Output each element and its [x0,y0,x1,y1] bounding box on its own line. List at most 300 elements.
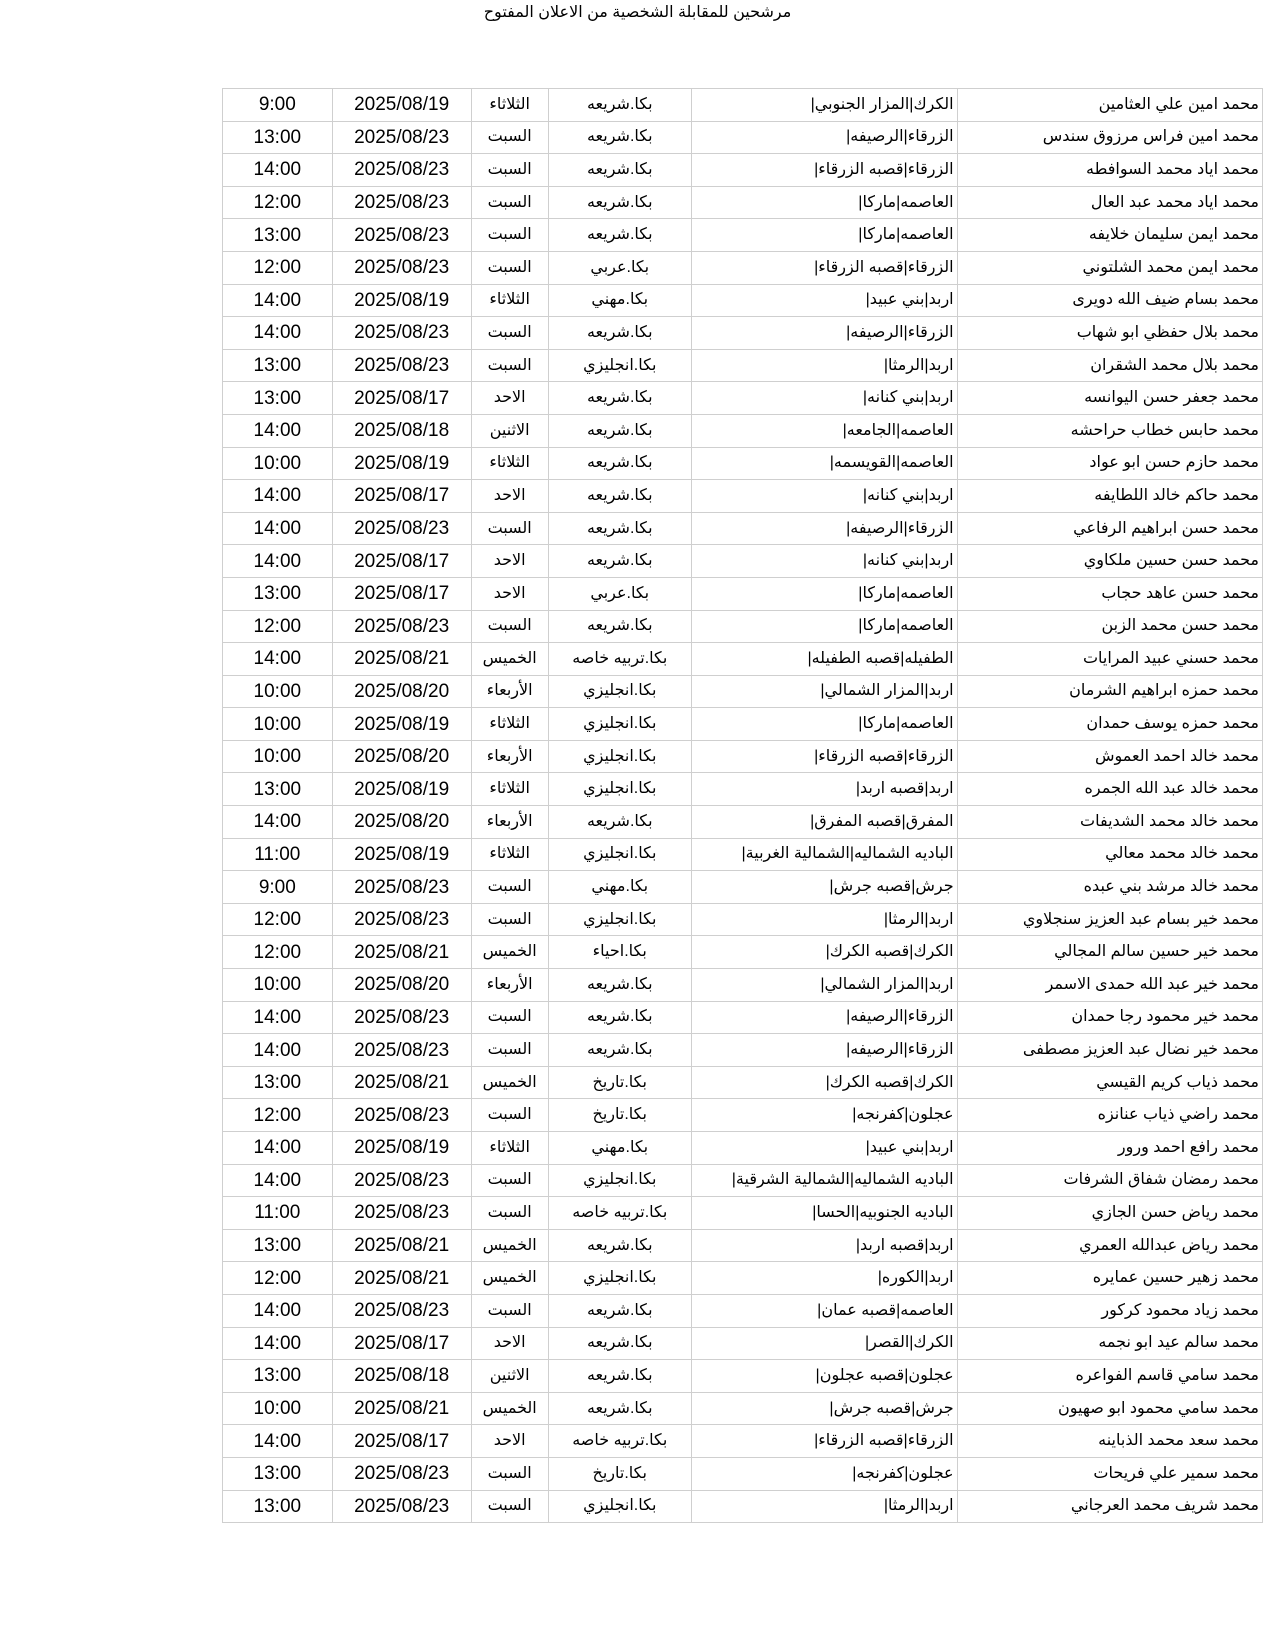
table-row [223,1327,1263,1360]
date-cell: 2025/08/21 [332,1392,471,1425]
specialization-cell: بكا.عربي [548,577,691,610]
candidate-name-cell: محمد حابس خطاب حراحشه [957,414,1262,447]
table-row [223,1490,1263,1523]
time-cell: 13:00 [223,382,333,415]
region-cell: الكرك|قصبه الكرك| [691,1066,957,1099]
day-cell: الثلاثاء [471,447,548,480]
date-cell: 2025/08/19 [332,284,471,317]
day-cell: السبت [471,1099,548,1132]
candidate-name-cell: محمد حسن محمد الزبن [957,610,1262,643]
day-cell: الأربعاء [471,969,548,1002]
date-cell: 2025/08/23 [332,219,471,252]
table-row [223,1099,1263,1132]
day-cell: السبت [471,1034,548,1067]
specialization-cell: بكا.عربي [548,251,691,284]
table-row [223,871,1263,904]
region-cell: اربد|بني عبيد| [691,284,957,317]
candidate-name-cell: محمد زهير حسين عمايره [957,1262,1262,1295]
day-cell: الاحد [471,545,548,578]
candidate-name-cell: محمد شريف محمد العرجاني [957,1490,1262,1523]
region-cell: المفرق|قصبه المفرق| [691,806,957,839]
region-cell: اربد|بني كنانه| [691,480,957,513]
specialization-cell: بكا.شريعه [548,1392,691,1425]
day-cell: السبت [471,1457,548,1490]
region-cell: العاصمه|قصبه عمان| [691,1294,957,1327]
region-cell: العاصمه|ماركا| [691,219,957,252]
day-cell: الاثنين [471,414,548,447]
day-cell: الخميس [471,1262,548,1295]
day-cell: الثلاثاء [471,838,548,871]
region-cell: الكرك|القصر| [691,1327,957,1360]
date-cell: 2025/08/20 [332,969,471,1002]
candidate-name-cell: محمد خير نضال عبد العزيز مصطفى [957,1034,1262,1067]
table-row [223,708,1263,741]
region-cell: الزرقاء|الرصيفه| [691,317,957,350]
table-row [223,610,1263,643]
day-cell: الاحد [471,1327,548,1360]
date-cell: 2025/08/17 [332,545,471,578]
time-cell: 14:00 [223,480,333,513]
time-cell: 13:00 [223,1457,333,1490]
time-cell: 12:00 [223,251,333,284]
day-cell: الثلاثاء [471,773,548,806]
table-row [223,806,1263,839]
region-cell: جرش|قصبه جرش| [691,871,957,904]
table-row [223,284,1263,317]
date-cell: 2025/08/23 [332,1490,471,1523]
day-cell: الأربعاء [471,740,548,773]
specialization-cell: بكا.شريعه [548,1327,691,1360]
time-cell: 10:00 [223,969,333,1002]
table-row [223,740,1263,773]
day-cell: السبت [471,871,548,904]
candidate-name-cell: محمد اياد محمد عبد العال [957,186,1262,219]
date-cell: 2025/08/19 [332,773,471,806]
specialization-cell: بكا.شريعه [548,1294,691,1327]
specialization-cell: بكا.تربيه خاصه [548,1197,691,1230]
specialization-cell: بكا.انجليزي [548,838,691,871]
specialization-cell: بكا.انجليزي [548,903,691,936]
page-title: مرشحين للمقابلة الشخصية من الاعلان المفتوح [483,4,792,21]
day-cell: السبت [471,154,548,187]
time-cell: 10:00 [223,675,333,708]
candidate-name-cell: محمد حسن حسين ملكاوي [957,545,1262,578]
table-row [223,1457,1263,1490]
table-row [223,219,1263,252]
day-cell: الاحد [471,1425,548,1458]
region-cell: عجلون|كفرنجه| [691,1457,957,1490]
time-cell: 12:00 [223,186,333,219]
date-cell: 2025/08/21 [332,643,471,676]
time-cell: 10:00 [223,1392,333,1425]
region-cell: الطفيله|قصبه الطفيله| [691,643,957,676]
region-cell: الزرقاء|الرصيفه| [691,1001,957,1034]
specialization-cell: بكا.شريعه [548,414,691,447]
date-cell: 2025/08/19 [332,89,471,122]
date-cell: 2025/08/20 [332,675,471,708]
region-cell: اربد|بني كنانه| [691,545,957,578]
region-cell: العاصمه|الجامعه| [691,414,957,447]
date-cell: 2025/08/19 [332,1132,471,1165]
date-cell: 2025/08/21 [332,1066,471,1099]
candidate-name-cell: محمد حمزه ابراهيم الشرمان [957,675,1262,708]
candidate-name-cell: محمد رياض عبدالله العمري [957,1229,1262,1262]
table-row [223,447,1263,480]
time-cell: 14:00 [223,1425,333,1458]
date-cell: 2025/08/19 [332,838,471,871]
region-cell: الزرقاء|الرصيفه| [691,121,957,154]
candidate-name-cell: محمد بلال محمد الشقران [957,349,1262,382]
candidate-name-cell: محمد خير حسين سالم المجالي [957,936,1262,969]
candidate-name-cell: محمد خير بسام عبد العزيز سنجلاوي [957,903,1262,936]
date-cell: 2025/08/18 [332,414,471,447]
day-cell: السبت [471,1164,548,1197]
candidate-name-cell: محمد خالد عبد الله الجمره [957,773,1262,806]
region-cell: العاصمه|ماركا| [691,577,957,610]
region-cell: الزرقاء|قصبه الزرقاء| [691,154,957,187]
region-cell: اربد|المزار الشمالي| [691,675,957,708]
time-cell: 14:00 [223,1164,333,1197]
table-row [223,186,1263,219]
table-row [223,969,1263,1002]
specialization-cell: بكا.انجليزي [548,1490,691,1523]
candidate-name-cell: محمد ذياب كريم القيسي [957,1066,1262,1099]
date-cell: 2025/08/21 [332,1229,471,1262]
region-cell: الباديه الجنوبيه|الحسا| [691,1197,957,1230]
table-row [223,1001,1263,1034]
day-cell: الخميس [471,643,548,676]
time-cell: 14:00 [223,317,333,350]
day-cell: الاحد [471,577,548,610]
specialization-cell: بكا.مهني [548,284,691,317]
time-cell: 14:00 [223,806,333,839]
region-cell: اربد|الكوره| [691,1262,957,1295]
table-row [223,1360,1263,1393]
specialization-cell: بكا.تاريخ [548,1066,691,1099]
candidate-name-cell: محمد خير محمود رجا حمدان [957,1001,1262,1034]
candidate-name-cell: محمد خالد مرشد بني عبده [957,871,1262,904]
candidate-name-cell: محمد رافع احمد ورور [957,1132,1262,1165]
date-cell: 2025/08/23 [332,1099,471,1132]
day-cell: الاحد [471,480,548,513]
specialization-cell: بكا.انجليزي [548,1262,691,1295]
candidate-name-cell: محمد امين فراس مرزوق سندس [957,121,1262,154]
time-cell: 13:00 [223,1066,333,1099]
specialization-cell: بكا.شريعه [548,89,691,122]
candidate-name-cell: محمد بلال حفظي ابو شهاب [957,317,1262,350]
time-cell: 14:00 [223,154,333,187]
time-cell: 13:00 [223,1490,333,1523]
time-cell: 12:00 [223,1262,333,1295]
date-cell: 2025/08/17 [332,382,471,415]
specialization-cell: بكا.مهني [548,1132,691,1165]
specialization-cell: بكا.شريعه [548,121,691,154]
candidate-name-cell: محمد خالد محمد معالي [957,838,1262,871]
candidate-name-cell: محمد امين علي العثامين [957,89,1262,122]
day-cell: السبت [471,512,548,545]
day-cell: الخميس [471,936,548,969]
day-cell: الثلاثاء [471,1132,548,1165]
time-cell: 13:00 [223,349,333,382]
table-row [223,903,1263,936]
day-cell: السبت [471,251,548,284]
specialization-cell: بكا.شريعه [548,382,691,415]
region-cell: اربد|قصبه اربد| [691,773,957,806]
day-cell: السبت [471,1294,548,1327]
region-cell: الزرقاء|قصبه الزرقاء| [691,740,957,773]
day-cell: السبت [471,121,548,154]
table-row [223,1262,1263,1295]
time-cell: 14:00 [223,414,333,447]
day-cell: الثلاثاء [471,89,548,122]
date-cell: 2025/08/23 [332,1197,471,1230]
specialization-cell: بكا.شريعه [548,1001,691,1034]
specialization-cell: بكا.انجليزي [548,349,691,382]
region-cell: عجلون|كفرنجه| [691,1099,957,1132]
candidate-name-cell: محمد خالد احمد العموش [957,740,1262,773]
day-cell: الخميس [471,1066,548,1099]
specialization-cell: بكا.شريعه [548,154,691,187]
date-cell: 2025/08/23 [332,903,471,936]
date-cell: 2025/08/18 [332,1360,471,1393]
region-cell: الكرك|قصبه الكرك| [691,936,957,969]
specialization-cell: بكا.شريعه [548,447,691,480]
day-cell: الأربعاء [471,806,548,839]
candidate-name-cell: محمد حمزه يوسف حمدان [957,708,1262,741]
candidate-name-cell: محمد حسن ابراهيم الرفاعي [957,512,1262,545]
table-row [223,414,1263,447]
table-row [223,89,1263,122]
time-cell: 14:00 [223,284,333,317]
date-cell: 2025/08/23 [332,121,471,154]
candidate-name-cell: محمد خير عبد الله حمدى الاسمر [957,969,1262,1002]
date-cell: 2025/08/23 [332,610,471,643]
date-cell: 2025/08/23 [332,1457,471,1490]
specialization-cell: بكا.انجليزي [548,773,691,806]
region-cell: اربد|بني عبيد| [691,1132,957,1165]
day-cell: الثلاثاء [471,284,548,317]
region-cell: الزرقاء|قصبه الزرقاء| [691,1425,957,1458]
specialization-cell: بكا.شريعه [548,1229,691,1262]
candidate-name-cell: محمد رياض حسن الجازي [957,1197,1262,1230]
region-cell: الزرقاء|قصبه الزرقاء| [691,251,957,284]
day-cell: السبت [471,610,548,643]
table-row [223,251,1263,284]
time-cell: 13:00 [223,1229,333,1262]
time-cell: 9:00 [223,871,333,904]
specialization-cell: بكا.شريعه [548,1360,691,1393]
table-row [223,643,1263,676]
candidate-name-cell: محمد جعفر حسن اليوانسه [957,382,1262,415]
region-cell: الزرقاء|الرصيفه| [691,512,957,545]
date-cell: 2025/08/17 [332,480,471,513]
time-cell: 9:00 [223,89,333,122]
region-cell: اربد|بني كنانه| [691,382,957,415]
date-cell: 2025/08/23 [332,1164,471,1197]
candidate-name-cell: محمد اياد محمد السوافطه [957,154,1262,187]
region-cell: العاصمه|ماركا| [691,708,957,741]
day-cell: السبت [471,1001,548,1034]
day-cell: الثلاثاء [471,708,548,741]
date-cell: 2025/08/19 [332,708,471,741]
time-cell: 12:00 [223,610,333,643]
time-cell: 10:00 [223,447,333,480]
date-cell: 2025/08/19 [332,447,471,480]
date-cell: 2025/08/23 [332,1034,471,1067]
specialization-cell: بكا.تربيه خاصه [548,643,691,676]
date-cell: 2025/08/20 [332,740,471,773]
time-cell: 10:00 [223,708,333,741]
region-cell: العاصمه|ماركا| [691,186,957,219]
day-cell: السبت [471,317,548,350]
region-cell: العاصمه|ماركا| [691,610,957,643]
table-row [223,382,1263,415]
candidate-name-cell: محمد ايمن سليمان خلايفه [957,219,1262,252]
candidate-name-cell: محمد بسام ضيف الله دويرى [957,284,1262,317]
candidate-name-cell: محمد ايمن محمد الشلتوني [957,251,1262,284]
table-row [223,1197,1263,1230]
candidate-name-cell: محمد سامي قاسم الفواعره [957,1360,1262,1393]
candidates-table [222,88,1263,1523]
day-cell: السبت [471,1197,548,1230]
candidate-name-cell: محمد رمضان شفاق الشرفات [957,1164,1262,1197]
specialization-cell: بكا.شريعه [548,219,691,252]
time-cell: 13:00 [223,121,333,154]
candidate-name-cell: محمد حسن عاهد حجاب [957,577,1262,610]
table-row [223,317,1263,350]
candidate-name-cell: محمد حسني عبيد المرايات [957,643,1262,676]
region-cell: اربد|الرمثا| [691,903,957,936]
time-cell: 12:00 [223,1099,333,1132]
date-cell: 2025/08/23 [332,871,471,904]
date-cell: 2025/08/23 [332,512,471,545]
specialization-cell: بكا.تربيه خاصه [548,1425,691,1458]
table-row [223,1229,1263,1262]
specialization-cell: بكا.شريعه [548,1034,691,1067]
specialization-cell: بكا.شريعه [548,480,691,513]
time-cell: 13:00 [223,773,333,806]
specialization-cell: بكا.شريعه [548,186,691,219]
specialization-cell: بكا.شريعه [548,545,691,578]
specialization-cell: بكا.انجليزي [548,740,691,773]
region-cell: عجلون|قصبه عجلون| [691,1360,957,1393]
region-cell: العاصمه|القويسمه| [691,447,957,480]
date-cell: 2025/08/17 [332,1327,471,1360]
region-cell: الباديه الشماليه|الشمالية الشرقية| [691,1164,957,1197]
table-row [223,1132,1263,1165]
day-cell: السبت [471,186,548,219]
time-cell: 13:00 [223,577,333,610]
time-cell: 13:00 [223,219,333,252]
region-cell: اربد|قصبه اربد| [691,1229,957,1262]
candidate-name-cell: محمد سامي محمود ابو صهيون [957,1392,1262,1425]
date-cell: 2025/08/20 [332,806,471,839]
table-row [223,1392,1263,1425]
date-cell: 2025/08/23 [332,154,471,187]
specialization-cell: بكا.شريعه [548,317,691,350]
specialization-cell: بكا.انجليزي [548,675,691,708]
time-cell: 14:00 [223,1294,333,1327]
table-row [223,838,1263,871]
time-cell: 14:00 [223,1327,333,1360]
table-row [223,349,1263,382]
table-row [223,773,1263,806]
day-cell: الاثنين [471,1360,548,1393]
region-cell: جرش|قصبه جرش| [691,1392,957,1425]
date-cell: 2025/08/23 [332,186,471,219]
table-row [223,1034,1263,1067]
date-cell: 2025/08/17 [332,1425,471,1458]
specialization-cell: بكا.شريعه [548,610,691,643]
region-cell: اربد|الرمثا| [691,1490,957,1523]
time-cell: 11:00 [223,1197,333,1230]
region-cell: الكرك|المزار الجنوبي| [691,89,957,122]
specialization-cell: بكا.احياء [548,936,691,969]
day-cell: الخميس [471,1229,548,1262]
time-cell: 14:00 [223,1132,333,1165]
time-cell: 14:00 [223,1034,333,1067]
time-cell: 10:00 [223,740,333,773]
time-cell: 12:00 [223,936,333,969]
date-cell: 2025/08/17 [332,577,471,610]
region-cell: اربد|الرمثا| [691,349,957,382]
specialization-cell: بكا.تاريخ [548,1099,691,1132]
time-cell: 14:00 [223,512,333,545]
table-row [223,1164,1263,1197]
date-cell: 2025/08/23 [332,349,471,382]
date-cell: 2025/08/23 [332,251,471,284]
date-cell: 2025/08/21 [332,1262,471,1295]
region-cell: الزرقاء|الرصيفه| [691,1034,957,1067]
table-row [223,154,1263,187]
date-cell: 2025/08/23 [332,317,471,350]
time-cell: 14:00 [223,545,333,578]
time-cell: 13:00 [223,1360,333,1393]
candidate-name-cell: محمد سمير علي فريحات [957,1457,1262,1490]
table-row [223,545,1263,578]
day-cell: السبت [471,1490,548,1523]
table-row [223,1066,1263,1099]
candidate-name-cell: محمد سالم عيد ابو نجمه [957,1327,1262,1360]
candidate-name-cell: محمد راضي ذياب عنانزه [957,1099,1262,1132]
candidate-name-cell: محمد سعد محمد الذباينه [957,1425,1262,1458]
region-cell: اربد|المزار الشمالي| [691,969,957,1002]
table-row [223,936,1263,969]
region-cell: الباديه الشماليه|الشمالية الغربية| [691,838,957,871]
time-cell: 14:00 [223,643,333,676]
specialization-cell: بكا.شريعه [548,512,691,545]
day-cell: السبت [471,219,548,252]
table-row [223,1425,1263,1458]
day-cell: الاحد [471,382,548,415]
candidate-name-cell: محمد زياد محمود كركور [957,1294,1262,1327]
candidate-name-cell: محمد خالد محمد الشديفات [957,806,1262,839]
specialization-cell: بكا.انجليزي [548,708,691,741]
specialization-cell: بكا.شريعه [548,806,691,839]
candidate-name-cell: محمد حاكم خالد اللطايفه [957,480,1262,513]
table-row [223,121,1263,154]
specialization-cell: بكا.انجليزي [548,1164,691,1197]
day-cell: الخميس [471,1392,548,1425]
time-cell: 14:00 [223,1001,333,1034]
day-cell: الأربعاء [471,675,548,708]
date-cell: 2025/08/23 [332,1294,471,1327]
specialization-cell: بكا.شريعه [548,969,691,1002]
table-row [223,675,1263,708]
candidates-table-body [223,89,1263,1523]
time-cell: 12:00 [223,903,333,936]
table-row [223,512,1263,545]
